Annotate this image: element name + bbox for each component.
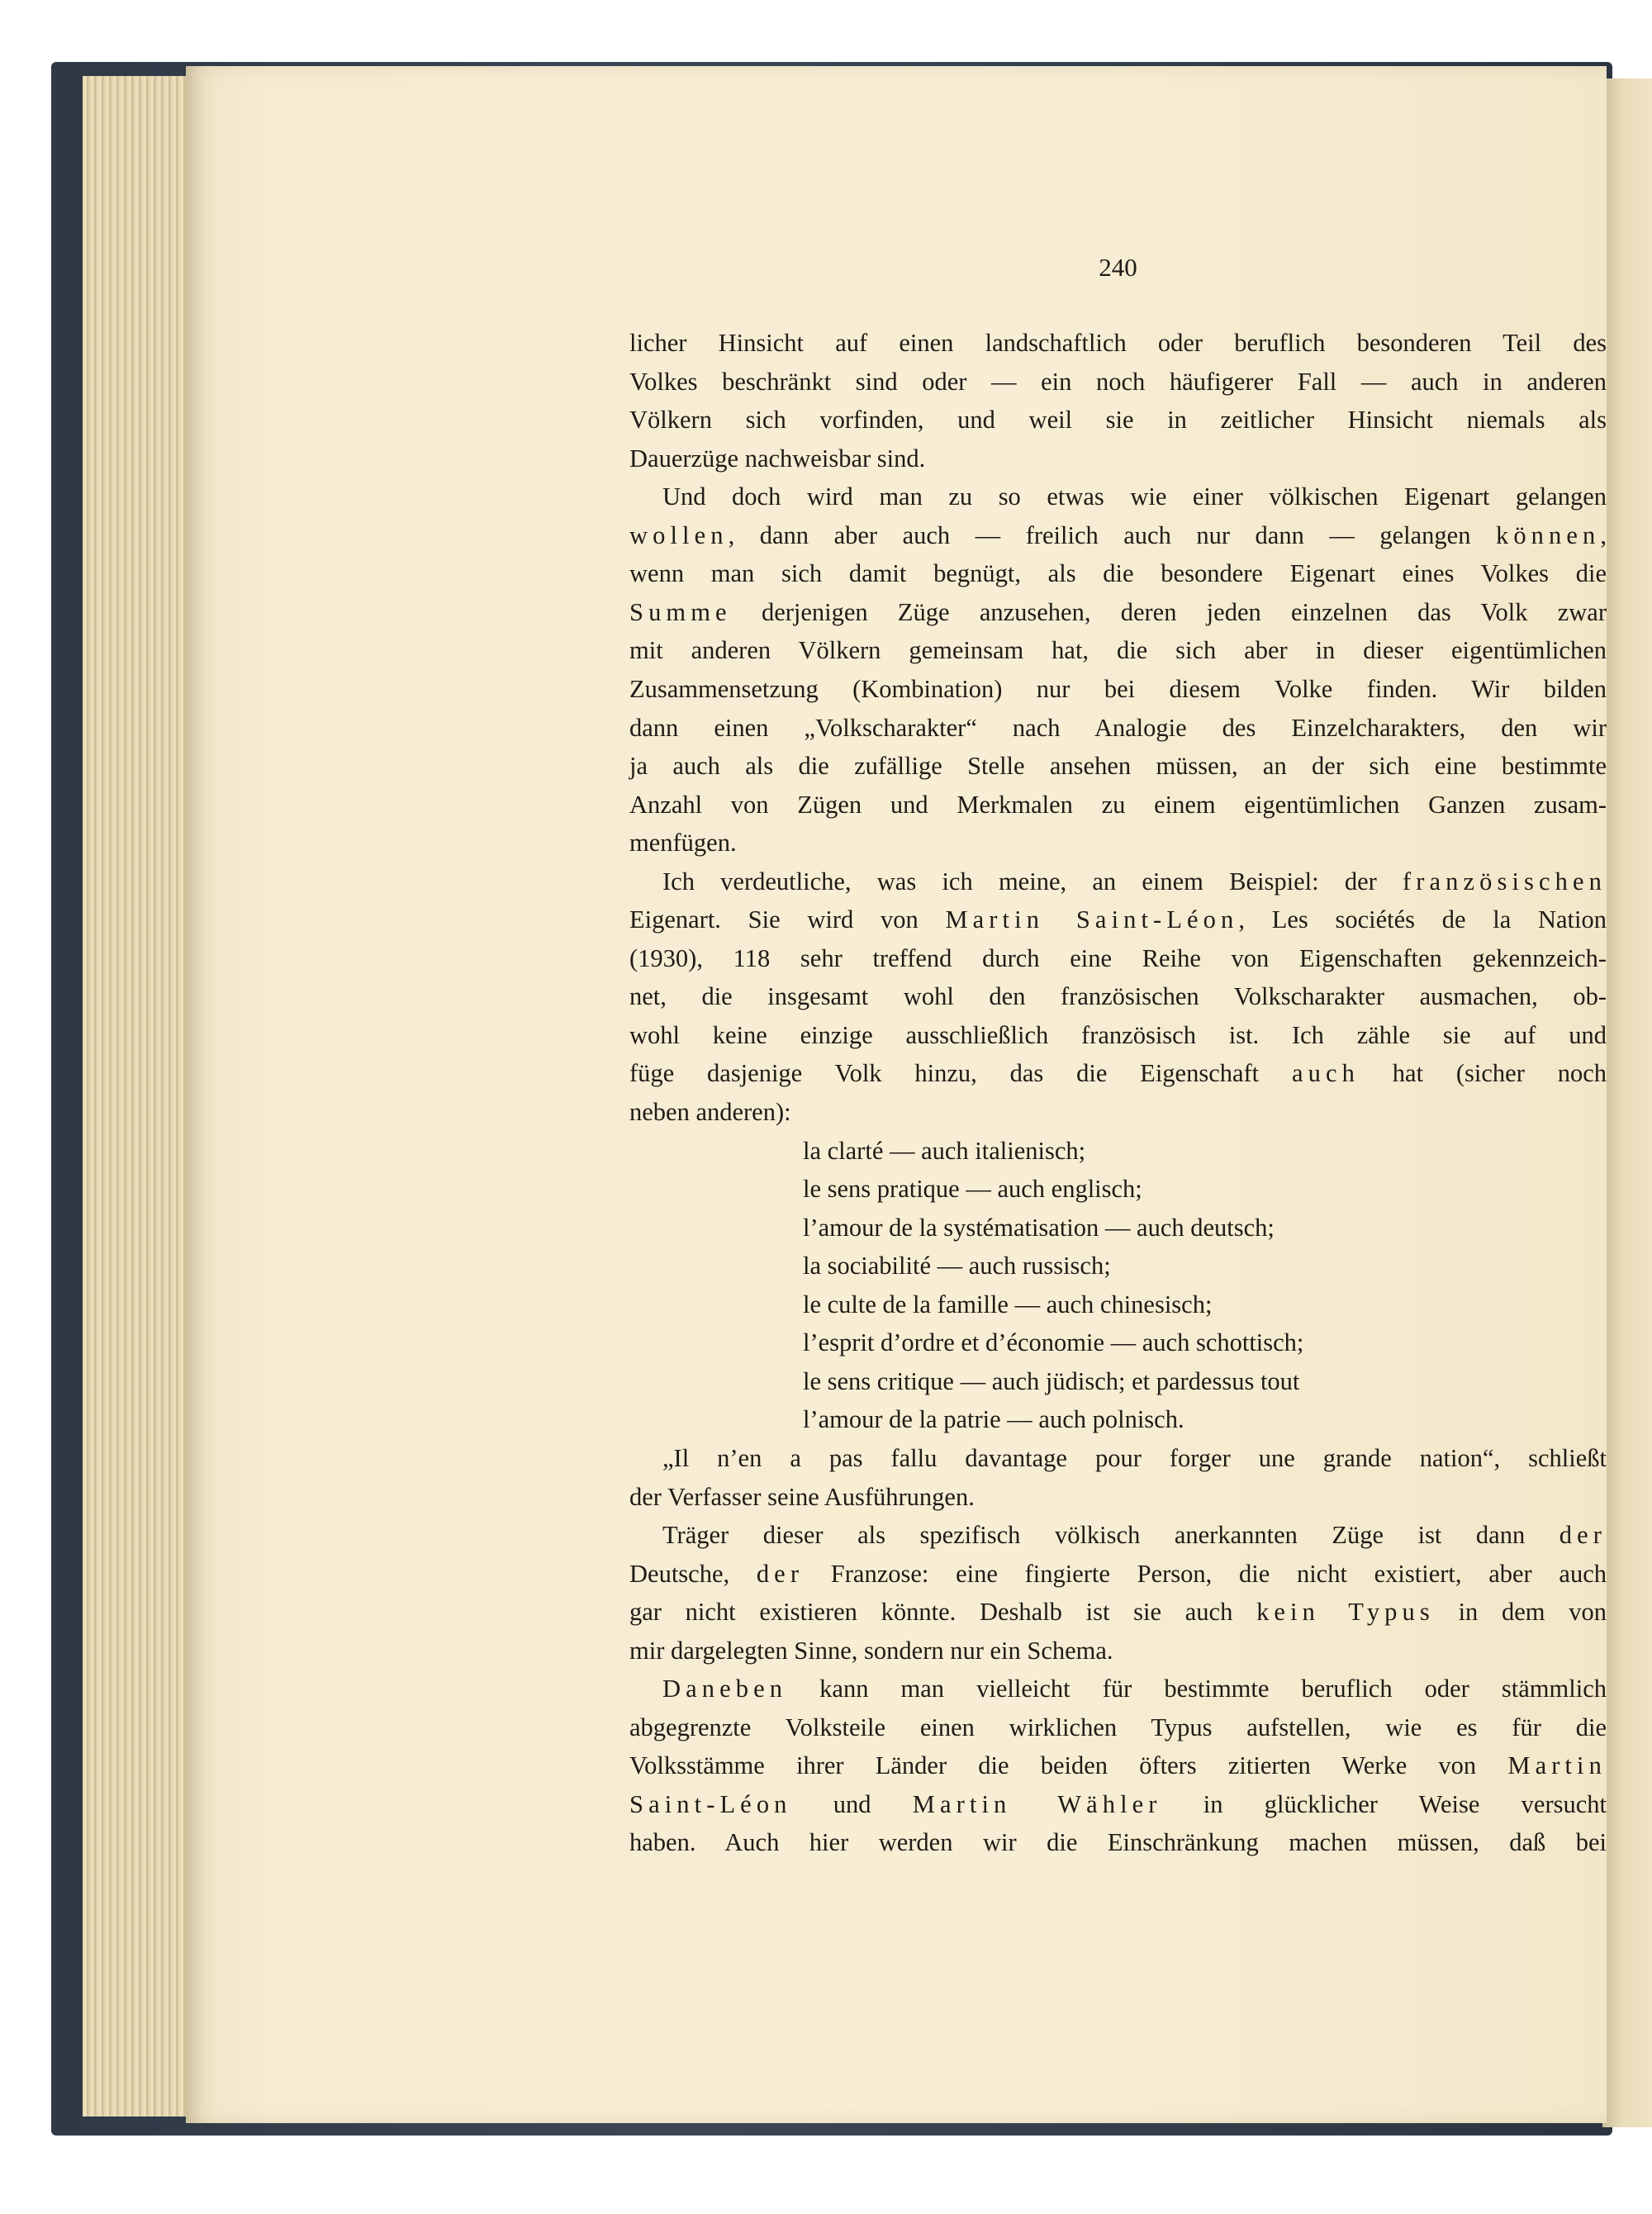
page-edges [83,76,194,2117]
text-segment: mir dargelegten Sinne, sondern nur ein Schema. [629,1636,1113,1665]
text-segment: wenn man sich damit begnügt, als die besondere Eigenart eines Volkes die [629,559,1607,588]
book-page [186,66,1607,2123]
list-item: le culte de la famille — auch chinesisch; [803,1290,1213,1318]
text-segment: füge dasjenige Volk hinzu, das die Eigenschaft [629,1059,1292,1088]
text-segment: (1930), 118 sehr treffend durch eine Reihe von Eigenschaften gekennzeich- [629,943,1607,972]
text-segment: dann einen „Volkscharakter“ nach Analogie des Einzelcharakters, den wir [629,713,1607,742]
list-item: la clarté — auch italienisch; [803,1136,1086,1165]
text-line [662,1439,1607,1477]
text-segment: in glücklicher Weise versucht [1161,1789,1607,1818]
text-line [629,747,1607,785]
spaced-emphasis: der [756,1559,805,1588]
text-line [662,1516,1607,1554]
text-line [662,1670,1607,1708]
text-line [662,862,1607,900]
spaced-emphasis: Daneben [662,1675,788,1703]
spaced-emphasis: können [1495,520,1601,549]
text-line [629,1785,1607,1823]
text-segment: hat (sicher noch [1359,1059,1607,1088]
text-segment: , [1600,520,1607,549]
text-segment: Deutsche, [629,1559,757,1588]
text-segment: Zusammensetzung (Kombination) nur bei diesem Volke finden. Wir bilden [629,674,1607,703]
text-segment: der Verfasser seine Ausführungen. [629,1482,975,1511]
text-segment: Völkern sich vorfinden, und weil sie in zeitlicher Hinsicht niemals als [629,406,1607,435]
text-line [629,554,1607,592]
text-line [629,824,737,862]
text-line [629,1746,1607,1784]
next-page-edge [1602,78,1652,2127]
text-line [629,1093,791,1131]
text-line [629,1823,1607,1861]
text-segment: menfügen. [629,829,737,858]
spaced-emphasis: Martin [1507,1751,1607,1780]
text-line [629,1054,1607,1092]
text-segment: „Il n’en a pas fallu davantage pour forger une grande nation“, schließt [662,1443,1607,1472]
text-line [662,477,1607,515]
spaced-emphasis: Summe [629,597,732,626]
text-segment: Träger dieser als spezifisch völkisch anerkannten Züge ist dann [662,1521,1559,1550]
spaced-emphasis: Martin Wähler [912,1789,1162,1818]
list-item: l’amour de la patrie — auch polnisch. [803,1405,1184,1434]
text-line [629,786,1607,824]
text-line [629,900,1607,938]
text-line [629,977,1607,1015]
text-segment: Volksstämme ihrer Länder die beiden öfters zitierten Werke von [629,1751,1508,1780]
text-line [629,1632,1113,1670]
spaced-emphasis: französischen [1403,867,1607,896]
spaced-emphasis: Saint-Léon [629,1789,792,1818]
text-line [629,1555,1607,1593]
text-line [629,439,925,477]
text-segment: , dann aber auch — freilich auch nur dann — gelangen [728,520,1496,549]
text-segment: mit anderen Völkern gemeinsam hat, die sich aber in dieser eigentümlichen [629,636,1607,665]
text-segment: wohl keine einzige ausschließlich französisch ist. Ich zähle sie auf und [629,1020,1607,1049]
text-segment: , Les sociétés de la Nation [1238,905,1607,934]
text-segment: kann man vielleicht für bestimmte beruflich oder stämmlich [787,1675,1607,1703]
text-line [629,1016,1607,1054]
text-segment: und [791,1789,913,1818]
list-item: le sens pratique — auch englisch; [803,1175,1142,1204]
list-item: l’esprit d’ordre et d’économie — auch schottisch; [803,1328,1304,1357]
text-segment: neben anderen): [629,1098,791,1126]
spaced-emphasis: der [1559,1521,1607,1550]
text-segment: ja auch als die zufällige Stelle ansehen müssen, an der sich eine bestimmte [629,752,1607,781]
text-line [629,631,1607,669]
text-line [629,709,1607,747]
list-item: l’amour de la systématisation — auch deutsch; [803,1213,1275,1242]
text-segment: gar nicht existieren könnte. Deshalb ist sie auch [629,1598,1257,1627]
spaced-emphasis: kein Typus [1256,1598,1435,1627]
text-segment: haben. Auch hier werden wir die Einschränkung machen müssen, daß bei [629,1828,1607,1857]
text-segment: Dauerzüge nachweisbar sind. [629,444,926,473]
text-line [629,1593,1607,1631]
text-line [629,1478,975,1516]
text-line [629,516,1607,554]
text-segment: licher Hinsicht auf einen landschaftlich oder beruflich besonderen Teil des [629,329,1607,357]
text-line [629,593,1607,631]
text-segment: Eigenart. Sie wird von [629,905,946,934]
text-segment: in dem von [1434,1598,1607,1627]
text-segment: Anzahl von Zügen und Merkmalen zu einem eigentümlichen Ganzen zusam- [629,790,1607,819]
spaced-emphasis: Martin Saint-Léon [945,905,1239,934]
text-line [629,324,1607,362]
text-line [629,363,1607,401]
page-number: 240 [1099,253,1137,282]
list-item: le sens critique — auch jüdisch; et pardessus tout [803,1366,1300,1395]
text-segment: net, die insgesamt wohl den französischen Volkscharakter ausmachen, ob- [629,982,1607,1011]
text-segment: Ich verdeutliche, was ich meine, an einem Beispiel: der [662,867,1403,896]
text-segment: Und doch wird man zu so etwas wie einer völkischen Eigenart gelangen [662,482,1607,511]
text-segment: abgegrenzte Volksteile einen wirklichen Typus aufstellen, wie es für die [629,1713,1607,1741]
text-line [629,1708,1607,1746]
text-line [629,401,1607,439]
spaced-emphasis: wollen [629,520,729,549]
list-item: la sociabilité — auch russisch; [803,1252,1111,1280]
text-segment: Volkes beschränkt sind oder — ein noch häufigerer Fall — auch in anderen [629,367,1607,396]
spaced-emphasis: auch [1291,1059,1360,1088]
text-segment: Franzose: eine fingierte Person, die nicht existiert, aber auch [804,1559,1607,1588]
text-line [629,670,1607,708]
text-line [629,939,1607,977]
text-segment: derjenigen Züge anzusehen, deren jeden einzelnen das Volk zwar [731,597,1607,626]
